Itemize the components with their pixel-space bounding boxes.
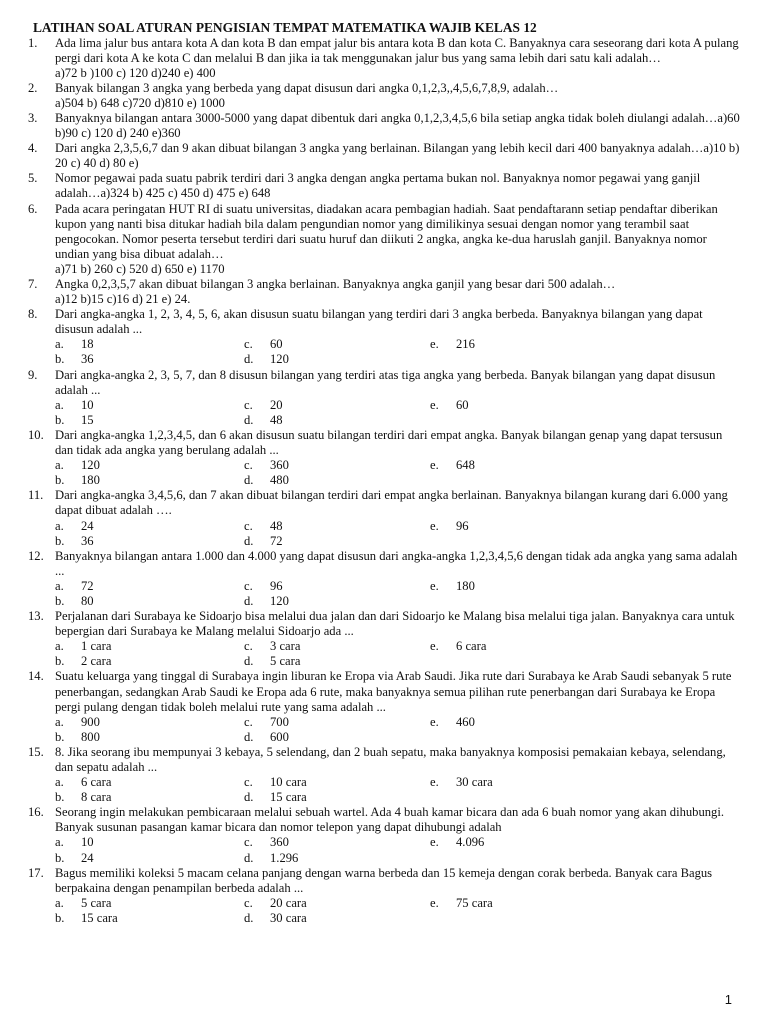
answer-option bbox=[55, 730, 244, 745]
option-value: 120 bbox=[270, 593, 289, 608]
option-letter: b. bbox=[55, 352, 65, 367]
answer-option bbox=[244, 458, 430, 473]
option-value: 4.096 bbox=[456, 835, 485, 850]
option-value: 72 bbox=[81, 578, 94, 593]
option-letter: b. bbox=[55, 593, 65, 608]
option-value: 96 bbox=[456, 518, 469, 533]
option-value: 15 cara bbox=[81, 910, 118, 925]
question-item bbox=[28, 428, 740, 488]
option-value: 20 bbox=[270, 397, 283, 412]
option-letter: b. bbox=[55, 654, 65, 669]
question-text: Seorang ingin melakukan pembicaraan melalui sebuah wartel. Ada 4 buah kamar bicara dan ada 6 buah nomor yang akan dihubungi. Banyak susunan pasangan kamar bicara dan nomor telepon yang dapat dihubungi adalah bbox=[55, 805, 724, 835]
option-letter: c. bbox=[244, 895, 253, 910]
question-item bbox=[28, 141, 740, 171]
question-text: Banyak bilangan 3 angka yang berbeda yang dapat disusun dari angka 0,1,2,3,,4,5,6,7,8,9, adalah… bbox=[55, 80, 559, 95]
option-value: 30 cara bbox=[270, 910, 307, 925]
option-value: 120 bbox=[270, 352, 289, 367]
answer-option bbox=[430, 639, 590, 654]
option-letter: b. bbox=[55, 910, 65, 925]
option-value: 180 bbox=[81, 473, 100, 488]
answer-options: a)72 b )100 c) 120 d)240 e) 400 bbox=[55, 65, 216, 80]
option-value: 10 bbox=[81, 835, 94, 850]
answer-option bbox=[55, 519, 244, 534]
question-item bbox=[28, 866, 740, 926]
option-value: 72 bbox=[270, 533, 283, 548]
answer-option bbox=[244, 730, 430, 745]
answer-option bbox=[55, 715, 244, 730]
question-number: 16. bbox=[28, 805, 44, 820]
option-value: 800 bbox=[81, 729, 100, 744]
option-letter: d. bbox=[244, 729, 254, 744]
option-value: 5 cara bbox=[81, 895, 112, 910]
option-letter: c. bbox=[244, 337, 253, 352]
answer-option bbox=[244, 519, 430, 534]
option-value: 1.296 bbox=[270, 850, 299, 865]
option-letter: a. bbox=[55, 518, 64, 533]
answer-option bbox=[430, 579, 590, 594]
answer-option bbox=[55, 851, 244, 866]
option-value: 10 cara bbox=[270, 775, 307, 790]
option-value: 15 bbox=[81, 412, 94, 427]
page-number: 1 bbox=[724, 992, 732, 1007]
option-value: 216 bbox=[456, 337, 475, 352]
question-item bbox=[28, 81, 740, 111]
answer-options bbox=[55, 715, 740, 745]
question-number: 10. bbox=[28, 427, 44, 442]
option-value: 48 bbox=[270, 518, 283, 533]
answer-option bbox=[55, 775, 244, 790]
option-letter: c. bbox=[244, 578, 253, 593]
option-value: 10 bbox=[81, 397, 94, 412]
answer-option bbox=[55, 473, 244, 488]
answer-option bbox=[244, 775, 430, 790]
question-number: 9. bbox=[28, 367, 38, 382]
answer-option bbox=[244, 579, 430, 594]
question-item bbox=[28, 202, 740, 277]
option-letter: c. bbox=[244, 639, 253, 654]
option-letter: d. bbox=[244, 473, 254, 488]
option-value: 1 cara bbox=[81, 639, 112, 654]
question-number: 1. bbox=[28, 35, 38, 50]
question-number: 5. bbox=[28, 171, 38, 186]
question-number: 13. bbox=[28, 609, 44, 624]
answer-option bbox=[55, 835, 244, 850]
option-letter: e. bbox=[430, 775, 439, 790]
answer-option bbox=[244, 594, 430, 609]
answer-option bbox=[430, 896, 590, 911]
question-item bbox=[28, 171, 740, 201]
option-value: 6 cara bbox=[456, 639, 487, 654]
option-value: 80 bbox=[81, 593, 94, 608]
option-letter: e. bbox=[430, 397, 439, 412]
option-value: 24 bbox=[81, 518, 94, 533]
answer-option bbox=[55, 594, 244, 609]
question-item bbox=[28, 805, 740, 865]
option-value: 36 bbox=[81, 352, 94, 367]
answer-option bbox=[244, 473, 430, 488]
answer-option bbox=[430, 458, 590, 473]
answer-option bbox=[55, 458, 244, 473]
option-letter: a. bbox=[55, 835, 64, 850]
question-item bbox=[28, 745, 740, 805]
answer-options: a)504 b) 648 c)720 d)810 e) 1000 bbox=[55, 95, 225, 110]
answer-options: a)12 b)15 c)16 d) 21 e) 24. bbox=[55, 292, 191, 307]
answer-options: a)71 b) 260 c) 520 d) 650 e) 1170 bbox=[55, 261, 225, 276]
option-value: 36 bbox=[81, 533, 94, 548]
answer-options bbox=[55, 458, 740, 488]
answer-options bbox=[55, 835, 740, 865]
question-text: 8. Jika seorang ibu mempunyai 3 kebaya, 5 selendang, dan 2 buah sepatu, maka banyaknya komposisi pemakaian kebaya, selendang, dan sepatu adalah ... bbox=[55, 744, 726, 774]
answer-option bbox=[55, 413, 244, 428]
question-text: Nomor pegawai pada suatu pabrik terdiri dari 3 angka dengan angka pertama bukan nol. Banyaknya nomor pegawai yang ganjil adalah…a)324 b) 425 c) 450 d) 475 e) 648 bbox=[55, 171, 701, 201]
answer-option bbox=[244, 639, 430, 654]
option-letter: c. bbox=[244, 397, 253, 412]
option-value: 96 bbox=[270, 578, 283, 593]
question-item bbox=[28, 111, 740, 141]
question-number: 17. bbox=[28, 865, 44, 880]
answer-option bbox=[55, 654, 244, 669]
question-number: 14. bbox=[28, 669, 44, 684]
option-letter: b. bbox=[55, 729, 65, 744]
question-number: 11. bbox=[28, 488, 44, 503]
answer-options bbox=[55, 398, 740, 428]
worksheet-title: LATIHAN SOAL ATURAN PENGISIAN TEMPAT MATEMATIKA WAJIB KELAS 12 bbox=[33, 20, 537, 35]
question-item bbox=[28, 36, 740, 81]
question-text: Perjalanan dari Surabaya ke Sidoarjo bisa melalui dua jalan dan dari Sidoarjo ke Malang bisa melalui tiga jalan. Banyaknya cara untuk bepergian dari Surabaya ke Malang melalui Sidoarjo ada ... bbox=[55, 609, 735, 639]
option-letter: d. bbox=[244, 352, 254, 367]
answer-option bbox=[244, 352, 430, 367]
option-value: 5 cara bbox=[270, 654, 301, 669]
question-number: 15. bbox=[28, 744, 44, 759]
option-letter: e. bbox=[430, 518, 439, 533]
answer-option bbox=[430, 835, 590, 850]
option-value: 120 bbox=[81, 458, 100, 473]
answer-option bbox=[55, 790, 244, 805]
question-text: Banyaknya bilangan antara 1.000 dan 4.000 yang dapat disusun dari angka-angka 1,2,3,4,5,6 dengan tidak ada angka yang sama adalah ... bbox=[55, 548, 738, 578]
option-letter: c. bbox=[244, 714, 253, 729]
question-number: 8. bbox=[28, 307, 38, 322]
option-letter: a. bbox=[55, 458, 64, 473]
option-letter: d. bbox=[244, 593, 254, 608]
option-letter: c. bbox=[244, 518, 253, 533]
answer-option bbox=[55, 911, 244, 926]
question-text: Dari angka-angka 1,2,3,4,5, dan 6 akan disusun suatu bilangan terdiri dari empat angka. Banyak bilangan genap yang dapat tersusun dan tidak ada angka yang berulang adalah ... bbox=[55, 427, 723, 458]
option-value: 18 bbox=[81, 337, 94, 352]
option-letter: e. bbox=[430, 458, 439, 473]
worksheet-page bbox=[28, 20, 740, 926]
question-text: Bagus memiliki koleksi 5 macam celana panjang dengan warna berbeda dan 15 kemeja dengan corak berbeda. Banyak cara Bagus berpakaina dengan penampilan berbeda adalah ... bbox=[55, 865, 713, 895]
option-letter: a. bbox=[55, 639, 64, 654]
question-number: 3. bbox=[28, 110, 38, 125]
answer-option bbox=[430, 337, 590, 352]
option-value: 180 bbox=[456, 578, 475, 593]
question-text: Angka 0,2,3,5,7 akan dibuat bilangan 3 angka berlainan. Banyaknya angka ganjil yang besar dari 500 adalah… bbox=[55, 277, 616, 291]
option-letter: a. bbox=[55, 714, 64, 729]
option-letter: e. bbox=[430, 835, 439, 850]
question-text: Pada acara peringatan HUT RI di suatu universitas, diadakan acara pembagian hadiah. Saat pendaftarann setiap pendaftar diberikan kupon yang nanti bisa ditukar hadiah bila dalam pengundian nomor yang dimilikinya sesuai dengan nomor yang terambil saat pengocokan. Nomor peserta tersebut terdiri dari suatu huruf dan diikuti 2 angka, angka ke-dua haruslah ganjil. Banyaknya nomor undian yang bisa dibuat adalah… bbox=[55, 201, 718, 261]
option-letter: a. bbox=[55, 775, 64, 790]
question-item bbox=[28, 488, 740, 548]
answer-option bbox=[244, 534, 430, 549]
answer-options bbox=[55, 775, 740, 805]
answer-option bbox=[244, 715, 430, 730]
answer-option bbox=[244, 337, 430, 352]
question-number: 4. bbox=[28, 141, 38, 156]
question-item bbox=[28, 277, 740, 307]
option-letter: a. bbox=[55, 397, 64, 412]
option-value: 600 bbox=[270, 729, 289, 744]
answer-option bbox=[430, 715, 590, 730]
answer-option bbox=[55, 896, 244, 911]
option-value: 480 bbox=[270, 473, 289, 488]
answer-option bbox=[244, 911, 430, 926]
question-number: 6. bbox=[28, 201, 38, 216]
option-value: 3 cara bbox=[270, 639, 301, 654]
option-letter: d. bbox=[244, 654, 254, 669]
option-letter: c. bbox=[244, 775, 253, 790]
answer-option bbox=[244, 654, 430, 669]
option-value: 360 bbox=[270, 835, 289, 850]
question-text: Dari angka 2,3,5,6,7 dan 9 akan dibuat bilangan 3 angka yang berlainan. Bilangan yang lebih kecil dari 400 banyaknya adalah…a)10 b) 20 c) 40 d) 80 e) bbox=[55, 141, 740, 171]
answer-option bbox=[244, 851, 430, 866]
option-letter: d. bbox=[244, 412, 254, 427]
option-value: 900 bbox=[81, 714, 100, 729]
answer-option bbox=[55, 639, 244, 654]
question-text: Banyaknya bilangan antara 3000-5000 yang dapat dibentuk dari angka 0,1,2,3,4,5,6 bila setiap angka tidak boleh diulangi adalah…a)60 b)90 c) 120 d) 240 e)360 bbox=[55, 110, 740, 141]
option-value: 60 bbox=[270, 337, 283, 352]
option-value: 6 cara bbox=[81, 775, 112, 790]
option-letter: b. bbox=[55, 473, 65, 488]
answer-options bbox=[55, 337, 740, 367]
option-value: 2 cara bbox=[81, 654, 112, 669]
option-letter: d. bbox=[244, 850, 254, 865]
option-value: 360 bbox=[270, 458, 289, 473]
option-letter: b. bbox=[55, 533, 65, 548]
answer-option bbox=[55, 398, 244, 413]
option-letter: d. bbox=[244, 790, 254, 805]
answer-option bbox=[244, 835, 430, 850]
option-letter: e. bbox=[430, 639, 439, 654]
option-value: 20 cara bbox=[270, 895, 307, 910]
option-value: 30 cara bbox=[456, 775, 493, 790]
option-value: 700 bbox=[270, 714, 289, 729]
option-value: 648 bbox=[456, 458, 475, 473]
option-letter: c. bbox=[244, 458, 253, 473]
option-letter: d. bbox=[244, 910, 254, 925]
question-text: Ada lima jalur bus antara kota A dan kota B dan empat jalur bis antara kota B dan kota C. Banyaknya cara seseorang dari kota A pulang pergi dari kota A ke kota C dan melalui B dan jika ia tak menggunakan jalur bus yang sama lebih dari satu kali adalah… bbox=[55, 35, 739, 65]
option-letter: e. bbox=[430, 895, 439, 910]
question-text: Dari angka-angka 3,4,5,6, dan 7 akan dibuat bilangan terdiri dari empat angka berlainan. Banyaknya bilangan kurang dari 6.000 yang dapat dibuat adalah …. bbox=[55, 488, 728, 518]
option-value: 75 cara bbox=[456, 895, 493, 910]
question-text: Suatu keluarga yang tinggal di Surabaya ingin liburan ke Eropa via Arab Saudi. Jika rute dari Surabaya ke Arab Saudi sebanyak 5 rute penerbangan, sedangkan Arab Saudi ke Eropa ada 6 rute, maka banyaknya semua pilihan rute penerbangan dari Surabaya ke Eropa pergi pulang dengan tidak boleh melalui rute yang sama adalah ... bbox=[55, 669, 732, 714]
question-text: Dari angka-angka 2, 3, 5, 7, dan 8 disusun bilangan yang terdiri atas tiga angka yang berbeda. Banyak bilangan yang dapat disusun adalah ... bbox=[55, 367, 716, 397]
answer-option bbox=[244, 896, 430, 911]
option-letter: b. bbox=[55, 850, 65, 865]
answer-options bbox=[55, 579, 740, 609]
option-letter: a. bbox=[55, 895, 64, 910]
option-letter: a. bbox=[55, 337, 64, 352]
answer-options bbox=[55, 639, 740, 669]
question-number: 7. bbox=[28, 277, 38, 291]
answer-option bbox=[55, 579, 244, 594]
answer-option bbox=[55, 337, 244, 352]
option-value: 60 bbox=[456, 397, 469, 412]
option-letter: e. bbox=[430, 337, 439, 352]
question-item bbox=[28, 368, 740, 428]
option-letter: c. bbox=[244, 835, 253, 850]
answer-option bbox=[55, 534, 244, 549]
option-letter: d. bbox=[244, 533, 254, 548]
question-number: 12. bbox=[28, 548, 44, 563]
option-value: 24 bbox=[81, 850, 94, 865]
answer-option bbox=[55, 352, 244, 367]
question-item bbox=[28, 669, 740, 744]
answer-option bbox=[430, 519, 590, 534]
answer-option bbox=[244, 398, 430, 413]
answer-option bbox=[244, 790, 430, 805]
question-item bbox=[28, 549, 740, 609]
option-letter: b. bbox=[55, 790, 65, 805]
question-item bbox=[28, 307, 740, 367]
answer-option bbox=[430, 775, 590, 790]
option-value: 8 cara bbox=[81, 790, 112, 805]
question-list bbox=[28, 36, 740, 927]
question-number: 2. bbox=[28, 80, 38, 95]
option-value: 460 bbox=[456, 714, 475, 729]
option-letter: b. bbox=[55, 412, 65, 427]
option-value: 15 cara bbox=[270, 790, 307, 805]
answer-option bbox=[430, 398, 590, 413]
question-item bbox=[28, 609, 740, 669]
option-letter: e. bbox=[430, 714, 439, 729]
answer-option bbox=[244, 413, 430, 428]
option-letter: e. bbox=[430, 578, 439, 593]
answer-options bbox=[55, 896, 740, 926]
question-text: Dari angka-angka 1, 2, 3, 4, 5, 6, akan disusun suatu bilangan yang terdiri dari 3 angka berbeda. Banyaknya bilangan yang dapat disusun adalah ... bbox=[55, 307, 703, 337]
option-value: 48 bbox=[270, 412, 283, 427]
option-letter: a. bbox=[55, 578, 64, 593]
answer-options bbox=[55, 519, 740, 549]
